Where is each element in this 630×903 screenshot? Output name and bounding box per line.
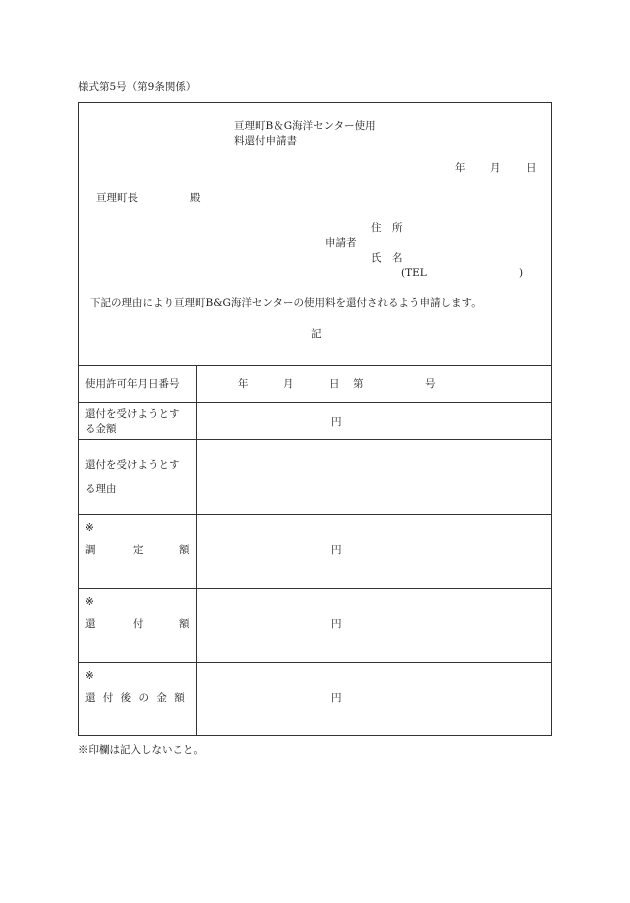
addressee-mayor: 亘理町長: [96, 192, 138, 204]
refund-char-3: 額: [179, 618, 190, 630]
row-divider: [79, 588, 551, 589]
tel-close: ): [519, 267, 524, 279]
reason-label-line1: 還付を受けようとす: [85, 459, 180, 471]
refund-mark: ※: [85, 596, 94, 608]
assessed-char-2: 定: [133, 544, 144, 556]
after-label: 還 付 後 の 金 額: [85, 692, 185, 704]
statement-text: 下記の理由により亘理町B&G海洋センターの使用料を還付されるよう申請します。: [90, 297, 482, 309]
address-label: 住 所: [371, 222, 403, 234]
permit-day: 日: [329, 378, 340, 390]
permit-label: 使用許可年月日番号: [85, 378, 180, 390]
refund-yen: 円: [331, 618, 342, 630]
row-divider: [79, 662, 551, 663]
date-month: 月: [490, 162, 501, 174]
assessed-yen: 円: [331, 544, 342, 556]
date-year: 年: [455, 162, 466, 174]
reason-label-line2: る理由: [85, 483, 117, 495]
addressee-honorific: 殿: [190, 192, 201, 204]
assessed-char-3: 額: [179, 544, 190, 556]
applicant-label: 申請者: [325, 237, 357, 249]
permit-year: 年: [238, 378, 249, 390]
assessed-char-1: 調: [85, 544, 96, 556]
refund-char-1: 還: [85, 618, 96, 630]
ki-label: 記: [311, 328, 322, 340]
form-title-line2: 料還付申請書: [234, 135, 297, 147]
after-mark: ※: [85, 670, 94, 682]
footnote: ※印欄は記入しないこと。: [78, 744, 204, 756]
application-form: [78, 102, 552, 736]
amount-label-line1: 還付を受けようとす: [85, 408, 180, 420]
row-divider: [79, 439, 551, 440]
amount-yen: 円: [331, 416, 342, 428]
after-yen: 円: [331, 692, 342, 704]
permit-go: 号: [425, 378, 436, 390]
refund-char-2: 付: [133, 618, 144, 630]
row-divider: [79, 514, 551, 515]
name-label: 氏 名: [371, 252, 403, 264]
row-divider: [79, 365, 551, 366]
form-title-line1: 亘理町B＆G海洋センター使用: [234, 120, 376, 132]
amount-label-line2: る金額: [85, 423, 117, 435]
form-number: 様式第5号（第9条関係）: [78, 81, 197, 93]
assessed-mark: ※: [85, 522, 94, 534]
row-divider: [79, 402, 551, 403]
column-divider: [196, 366, 197, 735]
permit-month: 月: [283, 378, 294, 390]
permit-dai: 第: [353, 378, 364, 390]
tel-open: (TEL: [401, 267, 427, 279]
date-day: 日: [526, 162, 537, 174]
